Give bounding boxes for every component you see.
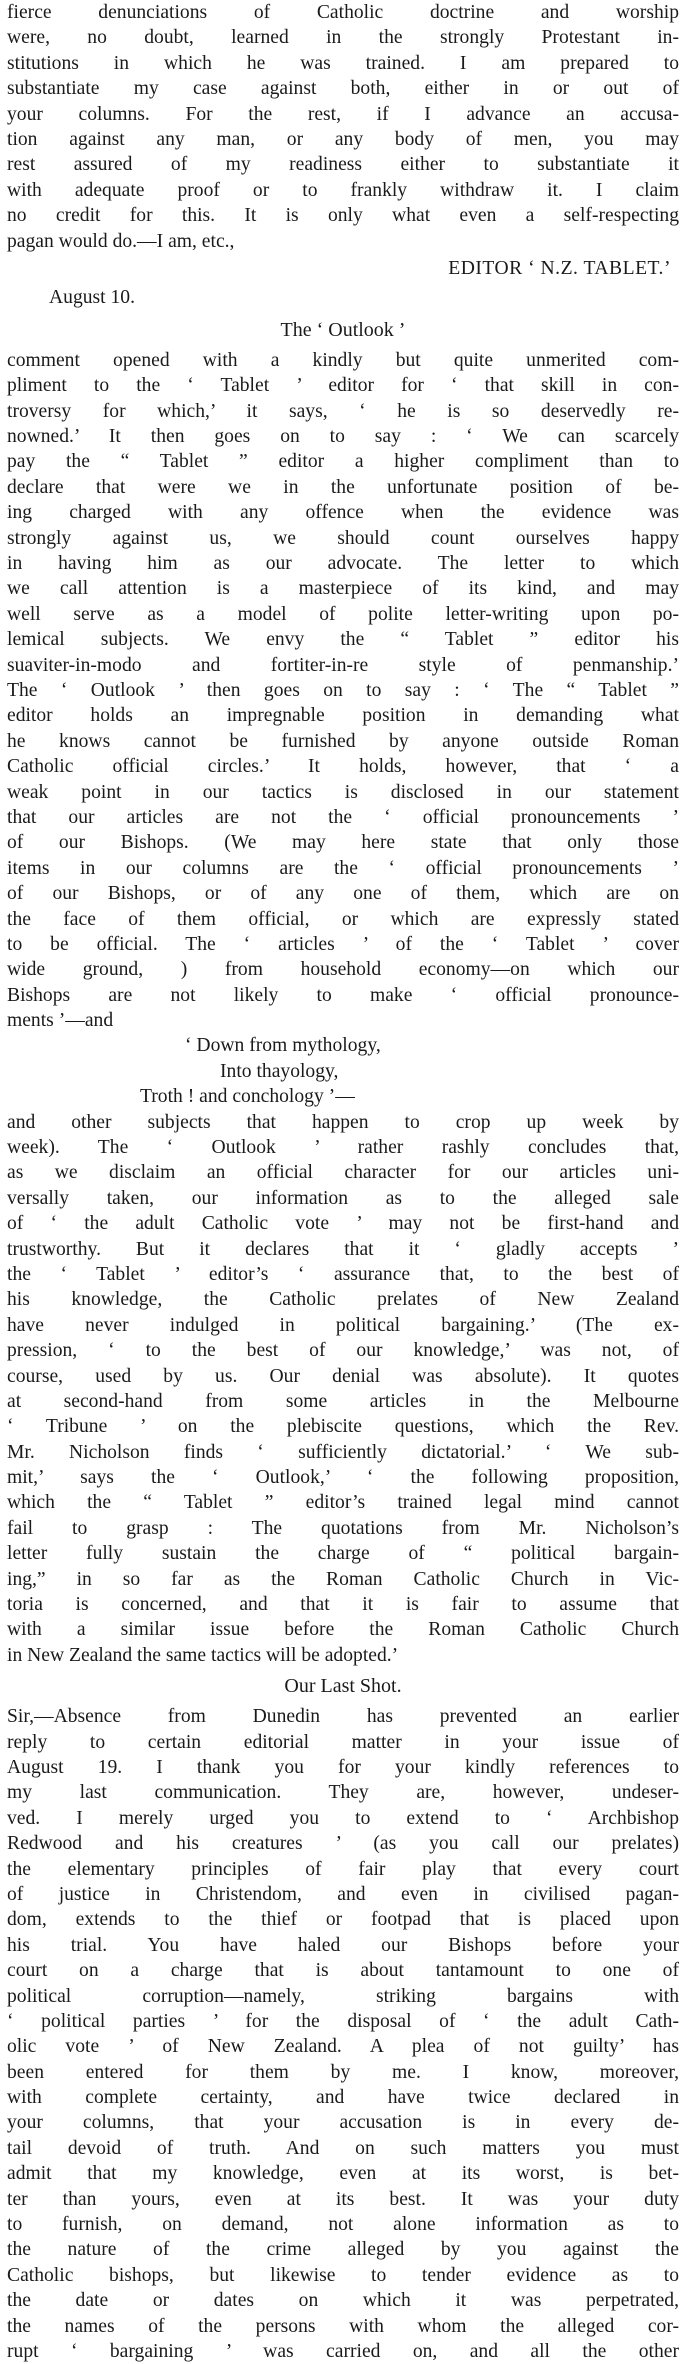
text-line: to be official. The ‘ articles ’ of the ‘ Tablet ’ cover [7, 933, 679, 955]
text-line: ments ’—and [7, 1010, 114, 1032]
text-line: with complete certainty, and have twice declared in [7, 2087, 679, 2109]
text-line: ing charged with any offence when the evidence was [7, 502, 679, 524]
text-line: nowned.’ It then goes on to say : ‘ We can scarcely [7, 426, 679, 448]
text-line: August 19. I thank you for your kindly references to [7, 1757, 679, 1778]
text-line: dom, extends to the thief or footpad that is placed upon [7, 1909, 679, 1931]
text-line: his knowledge, the Catholic prelates of New Zealand [7, 1289, 679, 1311]
text-line: which the “ Tablet ” editor’s trained legal mind cannot [7, 1492, 679, 1514]
text-line: that our articles are not the ‘ official pronouncements ’ [7, 806, 679, 828]
verse-quote [7, 1033, 679, 1109]
text-line: pagan would do.—I am, etc., [7, 230, 235, 252]
text-line: in New Zealand the same tactics will be adopted.’ [7, 1644, 399, 1666]
text-line: Catholic official circles.’ It holds, however, that ‘ a [7, 756, 679, 778]
text-line: tail devoid of truth. And on such matters you must [7, 2137, 679, 2159]
text-line: ved. I merely urged you to extend to ‘ Archbishop [7, 1807, 679, 1829]
text-line: ‘ political parties ’ for the disposal of ‘ the adult Cath- [7, 2010, 679, 2032]
text-line: trustworthy. But it declares that it ‘ gladly accepts ’ [7, 1238, 679, 1260]
text-line: court on a charge that is about tantamount to one of [7, 1960, 679, 1982]
text-line: admit that my knowledge, even at its worst, is bet- [7, 2163, 679, 2185]
text-line: Sir,—Absence from Dunedin has prevented an earlier [7, 1706, 679, 1728]
text-line: to furnish, on demand, not alone information as to [7, 2214, 679, 2236]
text-line: fierce denunciations of Catholic doctrine and worship [7, 2, 679, 23]
text-line: with a similar issue before the Roman Catholic Church [7, 1619, 679, 1641]
text-line: fail to grasp : The quotations from Mr. Nicholson’s [7, 1517, 679, 1539]
text-line: items in our columns are the ‘ official pronouncements ’ [7, 857, 679, 879]
text-line: well serve as a model of polite letter-writing upon po- [7, 603, 679, 625]
text-line: the date or dates on which it was perpetrated, [7, 2290, 679, 2312]
text-line: he knows cannot be furnished by anyone outside Roman [7, 730, 679, 752]
last-shot-paragraph [7, 1704, 679, 2364]
text-line: versally taken, our information as to the alleged sale [7, 1187, 679, 1209]
text-line: as we disclaim an official character for our articles uni- [7, 1162, 679, 1184]
text-line: of our Bishops. (We may here state that only those [7, 832, 679, 854]
text-line: course, used by us. Our denial was absolute). It quotes [7, 1365, 679, 1387]
intro-paragraph [7, 0, 679, 254]
text-line: his trial. You have haled our Bishops before your [7, 1934, 679, 1956]
text-line: ing,” in so far as the Roman Catholic Church in Vic- [7, 1568, 679, 1590]
text-line: reply to certain editorial matter in your issue of [7, 1731, 679, 1753]
verse-line: ‘ Down from mythology, [185, 1035, 381, 1057]
text-line: rupt ‘ bargaining ’ was carried on, and all the other [7, 2340, 679, 2362]
text-line: The ‘ Outlook ’ then goes on to say : ‘ The “ Tablet ” [7, 679, 679, 701]
text-line: of justice in Christendom, and even in civilised pagan- [7, 1883, 679, 1905]
text-line: Mr. Nicholson finds ‘ sufficiently dictatorial.’ ‘ We sub- [7, 1441, 679, 1463]
outlook-paragraph [7, 348, 679, 1034]
text-line: and other subjects that happen to crop up week by [7, 1111, 679, 1133]
text-line: in having him as our advocate. The letter to which [7, 553, 679, 575]
text-line: pliment to the ‘ Tablet ’ editor for ‘ that skill in con- [7, 375, 679, 397]
text-line: have never indulged in political bargaining.’ (The ex- [7, 1314, 679, 1336]
text-line: letter fully sustain the charge of “ political bargain- [7, 1543, 679, 1565]
text-line: editor holds an impregnable position in demanding what [7, 705, 679, 727]
text-line: of our Bishops, or of any one of them, which are on [7, 883, 679, 905]
text-line: your columns. For the rest, if I advance an accusa- [7, 103, 679, 125]
text-line: stitutions in which he was trained. I am prepared to [7, 52, 679, 74]
text-line: the nature of the crime alleged by you against the [7, 2239, 679, 2261]
text-line: ter than yours, even at its best. It was your duty [7, 2188, 679, 2210]
text-line: mit,’ says the ‘ Outlook,’ ‘ the following proposition, [7, 1467, 679, 1489]
verse-line: Troth ! and conchology ’— [140, 1086, 355, 1108]
text-line: Bishops are not likely to make ‘ official pronounce- [7, 984, 679, 1006]
text-line: olic vote ’ of New Zealand. A plea of not guilty’ has [7, 2036, 679, 2058]
text-line: suaviter-in-modo and fortiter-in-re style of penmanship.’ [7, 654, 679, 676]
text-line: of ‘ the adult Catholic vote ’ may not be first-hand and [7, 1213, 679, 1235]
text-line: pression, ‘ to the best of our knowledge,’ was not, of [7, 1340, 679, 1362]
text-line: with adequate proof or to frankly withdraw it. I claim [7, 179, 679, 201]
text-line: strongly against us, we should count ourselves happy [7, 527, 679, 549]
text-line: political corruption—namely, striking bargains with [7, 1985, 679, 2007]
text-line: comment opened with a kindly but quite unmerited com- [7, 349, 679, 371]
text-line: weak point in our tactics is disclosed in our statement [7, 781, 679, 803]
text-line: Catholic bishops, but likewise to tender evidence as to [7, 2264, 679, 2286]
text-line: declare that were we in the unfortunate position of be- [7, 476, 679, 498]
text-line: troversy for which,’ it says, ‘ he is so deservedly re- [7, 400, 679, 422]
text-line: substantiate my case against both, either in or out of [7, 78, 679, 100]
text-line: the ‘ Tablet ’ editor’s ‘ assurance that, to the best of [7, 1263, 679, 1285]
text-line: your columns, that your accusation is in every de- [7, 2112, 679, 2134]
text-line: lemical subjects. We envy the “ Tablet ” editor his [7, 629, 679, 651]
text-line: we call attention is a masterpiece of its kind, and may [7, 578, 679, 600]
text-line: pay the “ Tablet ” editor a higher compliment than to [7, 451, 679, 473]
text-line: week). The ‘ Outlook ’ rather rashly concludes that, [7, 1137, 679, 1159]
text-line: no credit for this. It is only what even a self-respecting [7, 205, 679, 227]
text-line: tion against any man, or any body of men, you may [7, 128, 679, 150]
section-heading-outlook: The ‘ Outlook ’ [280, 318, 406, 341]
text-line: at second-hand from some articles in the Melbourne [7, 1390, 679, 1412]
verse-line: Into thayology, [220, 1060, 339, 1082]
text-line: toria is concerned, and that it is fair to assume that [7, 1594, 679, 1616]
outlook-paragraph-continued [7, 1110, 679, 1669]
text-line: rest assured of my readiness either to substantiate it [7, 154, 679, 176]
text-line: the face of them official, or which are expressly stated [7, 908, 679, 930]
text-line: wide ground, ) from household economy—on which our [7, 959, 679, 981]
text-line: the elementary principles of fair play that every court [7, 1858, 679, 1880]
section-heading-last-shot: Our Last Shot. [284, 1675, 402, 1698]
text-line: were, no doubt, learned in the strongly Protestant in- [7, 27, 679, 49]
signature: EDITOR ‘ N.Z. TABLET.’ [448, 257, 671, 279]
dateline: August 10. [49, 286, 136, 308]
text-line: the names of the persons with whom the alleged cor- [7, 2315, 679, 2337]
text-line: my last communication. They are, however, undeser- [7, 1782, 679, 1804]
text-line: been entered for them by me. I know, moreover, [7, 2061, 679, 2083]
text-line: ‘ Tribune ’ on the plebiscite questions, which the Rev. [7, 1416, 679, 1438]
text-line: Redwood and his creatures ’ (as you call our prelates) [7, 1833, 679, 1855]
